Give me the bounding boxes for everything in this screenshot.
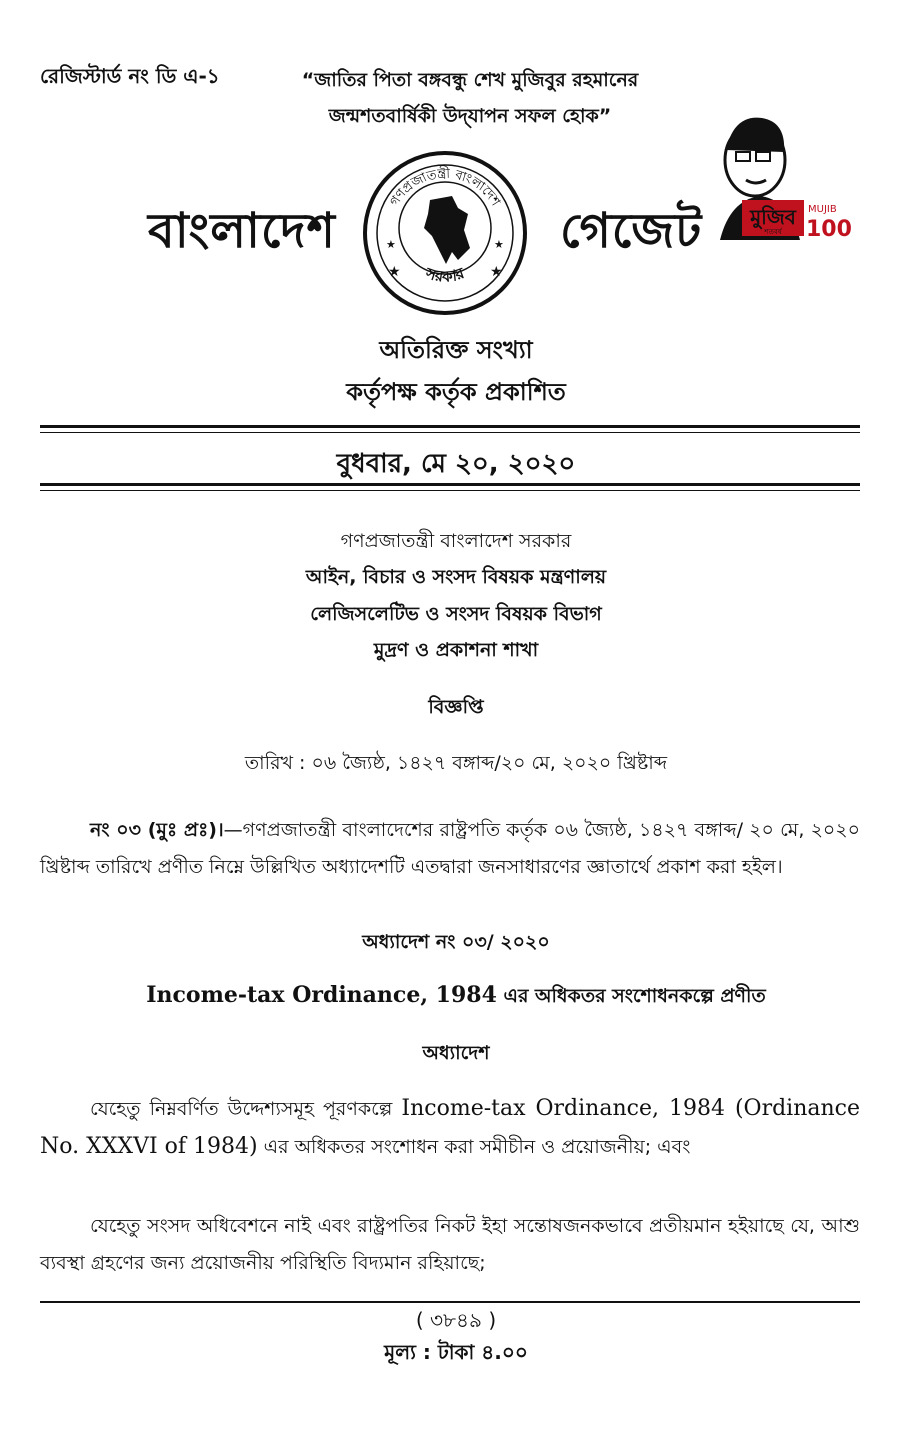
preamble-1-text-a: যেহেতু নিম্নবর্ণিত উদ্দেশ্যসমূহ পূরণকল্পে (90, 1098, 402, 1120)
centenary-slogan (260, 62, 680, 134)
mujib-logo-number: 100 (806, 217, 852, 242)
notice-title: বিজ্ঞপ্তি (428, 696, 484, 718)
svg-text:★: ★ (386, 238, 396, 251)
notice-body: —গণপ্রজাতন্ত্রী বাংলাদেশের রাষ্ট্রপতি কর্তৃক ০৬ জ্যৈষ্ঠ, ১৪২৭ বঙ্গাব্দ/ ২০ মে, ২০২০ খ্রিষ্টাব্দ তারিখে প্রণীত নিম্নে উল্লিখিত অধ্যাদেশটি এতদ্বারা জনসাধারণের জ্ঞাতার্থে প্রকাশ করা হইল। (40, 819, 860, 878)
notice-reference: নং ০৩ (মুঃ প্রঃ)। (90, 819, 224, 841)
published-by-label: কর্তৃপক্ষ কর্তৃক প্রকাশিত (346, 378, 566, 406)
notice-date: তারিখ : ০৬ জ্যৈষ্ঠ, ১৪২৭ বঙ্গাব্দ/২০ মে, ২০২০ খ্রিষ্টাব্দ (244, 752, 668, 774)
ordinance-heading: অধ্যাদেশ (422, 1042, 490, 1064)
price-label: মূল্য : টাকা ৪.০০ (384, 1340, 528, 1364)
ordinance-title (0, 982, 912, 1014)
ordinance-title-en: Income-tax Ordinance, 1984 (146, 982, 497, 1008)
branch-name: মুদ্রণ ও প্রকাশনা শাখা (373, 639, 539, 661)
preamble-1-en: Income-tax Ordinance, 1984 (Ordinance No. XXXVI of 1984) (40, 1096, 861, 1159)
mujib-logo-en: MUJIB (808, 204, 837, 215)
masthead-bangladesh: বাংলাদেশ (148, 203, 336, 259)
registration-number: রেজিস্টার্ড নং ডি এ-১ (40, 64, 220, 88)
preamble-paragraph-2: যেহেতু সংসদ অধিবেশনে নাই এবং রাষ্ট্রপতির নিকট ইহা সন্তোষজনকভাবে প্রতীয়মান হইয়াছে যে, আশু ব্যবস্থা গ্রহণের জন্য প্রয়োজনীয় পরিস্থিতি বিদ্যমান রহিয়াছে; (40, 1215, 860, 1274)
notice-paragraph (40, 812, 860, 886)
header-divider-bottom (40, 483, 860, 486)
page-number: ( ৩৮৪৯ ) (415, 1308, 497, 1332)
ordinance-title-bn: এর অধিকতর সংশোধনকল্পে প্রণীত (496, 985, 766, 1007)
svg-text:★: ★ (388, 264, 401, 280)
slogan-line-2: জন্মশতবার্ষিকী উদ্‌যাপন সফল হোক” (328, 105, 612, 127)
division-name: লেজিসলেটিভ ও সংসদ বিষয়ক বিভাগ (310, 603, 602, 625)
seal-top-text: গণপ্রজাতন্ত্রী বাংলাদেশ (387, 166, 503, 209)
header-divider-bottom-thin (40, 490, 860, 491)
header-divider-top (40, 425, 860, 428)
preamble-paragraph-1 (40, 1090, 860, 1166)
ordinance-number: অধ্যাদেশ নং ০৩/ ২০২০ (362, 931, 550, 953)
mujib-logo-subtext: শতবর্ষ (764, 228, 782, 236)
issue-date: বুধবার, মে ২০, ২০২০ (336, 449, 576, 479)
preamble-1-text-b: এর অধিকতর সংশোধন করা সমীচীন ও প্রয়োজনীয়; এবং (257, 1136, 691, 1158)
header-divider-top-thin (40, 432, 860, 433)
ministry-name: আইন, বিচার ও সংসদ বিষয়ক মন্ত্রণালয় (305, 566, 607, 588)
masthead-gazette: গেজেট (560, 203, 703, 259)
seal-bottom-text: সরকার (423, 264, 467, 286)
extra-issue-label: অতিরিক্ত সংখ্যা (379, 336, 533, 364)
mujib-logo-text: মুজিব (750, 205, 796, 229)
government-seal-icon (360, 148, 530, 318)
svg-text:সরকার (423, 264, 468, 286)
mujib-100-logo (700, 100, 875, 250)
svg-text:★: ★ (494, 238, 504, 251)
slogan-line-1: “জাতির পিতা বঙ্গবন্ধু শেখ মুজিবুর রহমানের (301, 69, 639, 91)
government-name: গণপ্রজাতন্ত্রী বাংলাদেশ সরকার (340, 530, 572, 552)
footer-divider (40, 1301, 860, 1303)
svg-text:★: ★ (490, 264, 503, 280)
